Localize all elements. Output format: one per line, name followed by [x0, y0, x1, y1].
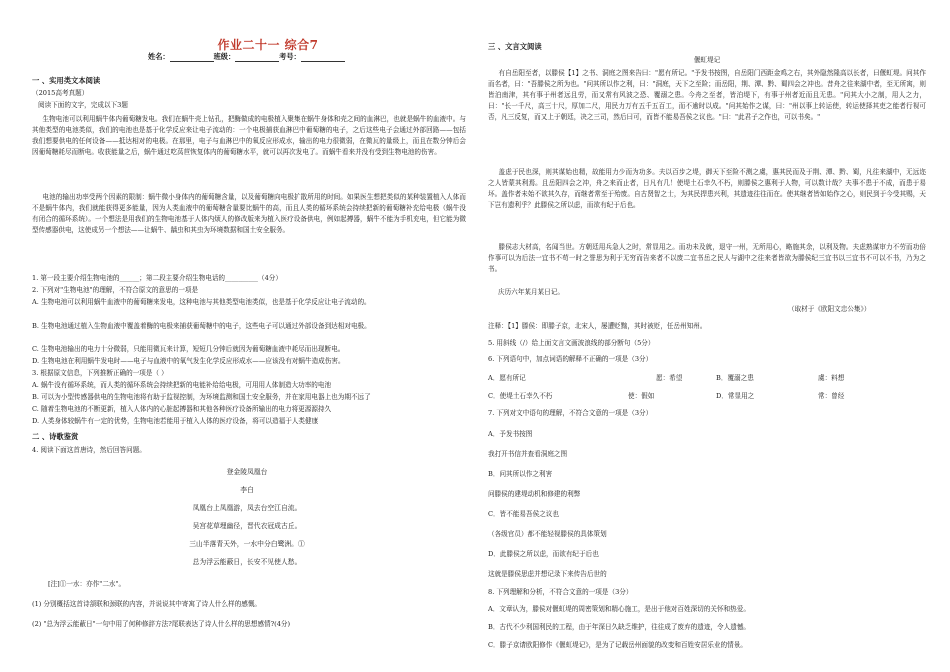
- name-field[interactable]: [170, 53, 214, 62]
- exam-label: 考号：: [279, 52, 301, 61]
- q3-option-b: B. 可以为小型传感器供电的生物电池将有助于监视控制，为环境监测和国土安全服务，并在家用电器上也为期不远了: [32, 393, 371, 401]
- source-note: （2015高考真题）: [32, 89, 89, 97]
- essay-title: 偃虹堤记: [693, 56, 721, 64]
- q7-option-a: A．予发书按图: [488, 430, 533, 438]
- q6-option-a-gloss: 愿：希望: [656, 374, 683, 382]
- q6-option-c: C．使堤土石幸久不朽: [488, 392, 553, 400]
- question-6: 6. 下列语句中，加点词语的解释不正确的一项是（3分）: [488, 355, 653, 363]
- q7-option-c-translation: （各级官员）都不能轻视滕侯的具体策划: [488, 530, 607, 538]
- poem-author: 李白: [240, 486, 254, 494]
- q7-option-c: C．皆不能易吾侯之议也: [488, 510, 559, 518]
- q3-option-c: C. 随着生物电池的不断更新，植入人体内的心脏起搏器和其他各种医疗设备所输出的电力将更源源持久: [32, 405, 332, 413]
- section-heading-practical: 一 、实用类文本阅读: [32, 76, 101, 85]
- poem-line-1: 凤凰台上凤凰游，凤去台空江自流。: [192, 504, 302, 512]
- name-label: 姓名：: [148, 52, 170, 61]
- q6-option-a: A．愿有所记: [488, 374, 526, 382]
- class-label: 班级：: [213, 52, 236, 61]
- essay-note: 注释：【1】滕侯：即滕子京，北宋人，屡遭贬黜，其时被贬，任岳州知州。: [488, 322, 707, 330]
- q6-row-1: [488, 372, 926, 382]
- class-field[interactable]: [235, 53, 279, 62]
- q3-option-a: A. 蜗牛没有循环系统，而人类的循环系统会持续把新的电能补给给电极，可用用人体制造大功率的电池: [32, 381, 332, 389]
- exam-field[interactable]: [301, 53, 345, 62]
- q6-row-2: [488, 390, 926, 400]
- q7-option-d: D．此滕侯之所以虑，而欲有纪于后也: [488, 550, 599, 558]
- q7-option-b-translation: 问滕侯的建堤动机和修建的利弊: [488, 490, 581, 498]
- name-bar: [148, 52, 345, 62]
- section-heading-poetry: 二 、诗歌鉴赏: [32, 432, 79, 441]
- poem-line-2: 吴宫花草埋幽径，晋代衣冠成古丘。: [192, 522, 302, 530]
- q7-option-b: B．问其所以作之利害: [488, 470, 553, 478]
- essay-source: （取材于《欧阳文忠公集》）: [788, 305, 871, 313]
- essay-paragraph-3: 滕侯志大材高，名闻当世。方朝廷用兵急人之时，常显用之。而功未及就，退守一州，无所用心，略施其余，以利及物。夫虑熟谋审力不劳而功倍作事可以为后法一宜书不苟一时之誉思为利于无穷而告来者不以废二宜书岳之民人与湖中之往来者皆欲为滕侯纪三宜书以三宜书不可以不书，乃为之书。: [488, 243, 926, 273]
- q2-option-c: C. 生物电池输出的电力十分微弱，只能用微瓦来计算，短短几分钟后就因为葡萄糖血液中耗尽而出现断电。: [32, 345, 345, 353]
- q2-option-d: D. 生物电池在利用蜗牛发电时——电子与血液中的氧气发生化学反应形成水——应该没有对蜗牛造成伤害。: [32, 357, 345, 365]
- question-1: 1. 第一段主要介绍生物电池的______；第二段主要介绍生物电话的__________（4分）: [32, 274, 282, 282]
- question-8: 8. 下列理解和分析，不符合文意的一项是（3分）: [488, 588, 633, 596]
- question-4: 4. 阅读下面这首唐诗，然后回答问题。: [32, 446, 146, 454]
- passage-paragraph-1: 生物电池可以利用蜗牛体内葡萄糖发电。我们在蜗牛壳上钻孔，把酶做成的电极植入聚集在蜗牛身体和壳之间的血淋巴，也就是蜗牛的血液中。与其他类型的电池类似，我们的电池也是基于化学反应来让电子流动的：一个电极捕获血淋巴中葡萄糖的电子，之后这些电子会通过外部回路——包括我们想要供电的任何设备——抵达相对的电极。在那里，电子与血淋巴中的氧反应形成水，输出的电力很微弱，在微瓦的量级上，而且在数分钟后会因葡萄糖耗尽而断电。收获能量之后，蜗牛通过吃莴苣恢复体内的葡萄糖水平，就可以再次发电了。而蜗牛看来并没有受到生物电池的伤害。: [32, 115, 466, 156]
- question-5: 5. 用斜线（/）给上面文言文画波浪线的部分断句（5分）: [488, 339, 655, 347]
- q6-option-b: B．覆溺之患: [716, 374, 754, 382]
- instruction: 阅读下面的文字，完成以下3题: [38, 101, 128, 109]
- poem-line-3: 三山半落青天外，一水中分白鹭洲。①: [189, 540, 305, 548]
- poem-question-2: (2) "总为浮云能蔽日"一句中用了何种修辞方法?尾联表达了诗人什么样的思想感情?(4分): [32, 620, 291, 628]
- q7-option-a-translation: 我打开书信并查看洞庭之图: [488, 450, 568, 458]
- question-3: 3. 根据原文信息，下列推断正确的一项是（ ）: [32, 369, 168, 377]
- section-heading-classical: 三 、文言文阅读: [488, 42, 542, 51]
- essay-paragraph-1: 有自岳阳至者，以滕侯【1】之书、洞庭之图来告曰："愿有所记。"予发书按图，自岳阳门西距金鸡之右，其外隐然隆高以长者，曰偃虹堤。问其作而名者，曰："吾滕侯之所为也。"问其所以作之利，曰："洞庭，天下之至险；而岳阳，荆、潭、黔、蜀四会之冲也。昔舟之往来湖中者，至无所寓，则皆泊南津，其有事于州者远且劳，而又常有风波之恐、覆溺之患。今舟之至者，皆泊堤下，有事于州者近而且无患。"问其大小之制，用人之力，曰："长一千尺，高三十尺，厚加二尺，用民力万有五千五百工，而不逾时以成。"问其始作之谋，曰："州以事上转运使，转运使择其吏之能者行视可否，凡三反复，而又上于朝廷，决之三司，然后曰可，而皆不能易吾侯之议也。"曰："此君子之作也，可以书矣。": [488, 69, 926, 121]
- q8-option-a: A．文章认为，滕侯对偃虹堤的周密策划和精心施工，是出于他对百姓深切的关怀和热爱。: [488, 605, 750, 613]
- question-2: 2. 下列对"生物电池"的理解，不符合原文的意思的一项是: [32, 286, 199, 294]
- question-7: 7. 下列对文中语句的理解，不符合文意的一项是（3分）: [488, 409, 653, 417]
- q6-option-c-gloss: 使：假如: [628, 392, 655, 400]
- poem-line-4: 总为浮云能蔽日，长安不见使人愁。: [192, 558, 302, 566]
- essay-date: 庆历六年某月某日记。: [498, 288, 564, 296]
- q2-option-a: A. 生物电池可以利用蜗牛血液中的葡萄糖来发电，这种电池与其他类型电池类似，也是基于化学反应让电子流动的。: [32, 298, 371, 306]
- poem-question-1: (1) 分别概括这首诗颔联和颈联的内容，并说说其中寄寓了诗人什么样的感慨。: [32, 600, 262, 608]
- q8-option-b: B．古代不少利国利民的工程，由于年深日久缺乏维护，往往成了废弃的遗迹，令人遗憾。: [488, 623, 750, 631]
- q6-option-b-gloss: 虞：料想: [818, 374, 845, 382]
- q7-option-d-translation: 这就是滕侯思虑并想记录下来传告后世的: [488, 570, 607, 578]
- page-title: 作业二十一 综合7: [217, 38, 319, 52]
- q8-option-c: C．滕子京请欧阳修作《偃虹堤记》，是为了记载岳州面貌的改变和百姓安居乐业的情景。: [488, 641, 747, 649]
- poem-title: 登金陵凤凰台: [226, 468, 268, 476]
- passage-paragraph-2: 电池的输出功率受两个因素的限制：蜗牛微小身体内的葡萄糖含量，以及葡萄糖向电极扩散所用的时间。如果医生想把类似的某种装置植入人体而不是蜗牛体内，我们就能获得更多能量，因为人类血液中的葡萄糖含量要比蜗牛的高，而且人类的循环系统会持续把新的葡萄糖补充给电极（蜗牛没有闭合的循环系统）。一个想法是用我们的生物电池基于人体内烦人的修改版来为植入医疗设备供电，例如起搏器，蜗牛不能为手机充电，但它能为微型传感器供电，这使成另一个想法——让蜗牛、龋虫和其虫为环境数据和国土安全服务。: [32, 193, 466, 234]
- poem-note: [注]①一水：亦作"二水"。: [48, 580, 126, 588]
- q6-option-d: D．常显用之: [716, 392, 755, 400]
- q2-option-b: B. 生物电池通过植入生物血液中覆盖着酶的电极来捕获葡萄糖中的电子，这些电子可以通过外部设备到达相对电极。: [32, 322, 371, 330]
- essay-paragraph-2: 盖虑于民也深，则其谋始也精，故能用力少而为功多。夫以百步之堤，御天下至险不测之虞，惠其民而及于荆、潭、黔、蜀，凡往来湖中，无远迩之人皆蒙其利焉。且岳阳四会之冲，舟之来而止者，日凡有几！使堤土石幸久不朽，则滕侯之惠利于人物，可以数计哉？夫事不患于不成，而患于易坏。盖作者未始不欲其久存，而继者常至于殆废。自古贤智之士，为其民捍患兴利，其遗迹往往而在。使其继者皆如始作之心，则民到于今受其赐，天下岂有遗利乎？此滕侯之所以虑，而欲有纪于后也。: [488, 168, 926, 209]
- q6-option-d-gloss: 常：曾经: [818, 392, 845, 400]
- q3-option-d: D. 人类身体较蜗牛有一定的优势，生物电池若能用于植入人体的医疗设备，将可以造福于人类健康: [32, 417, 319, 425]
